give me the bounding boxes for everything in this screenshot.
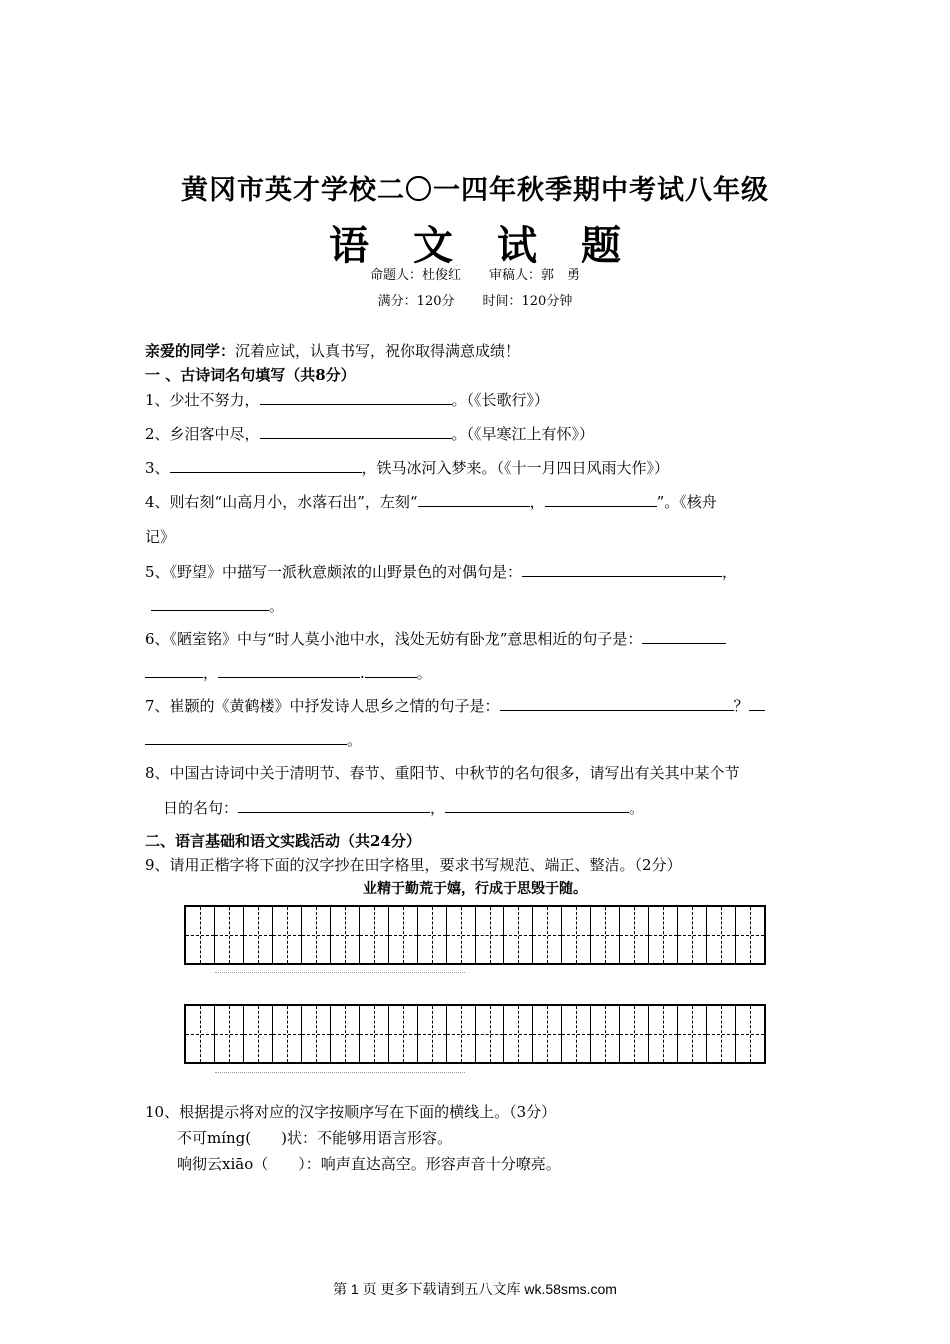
authors-line [0, 264, 950, 283]
question-9: 9、请用正楷字将下面的汉字抄在田字格里，要求书写规范、端正、整洁。（2分） [145, 856, 682, 874]
exam-school-title: 黄冈市英才学校二〇一四年秋季期中考试八年级 [181, 175, 769, 206]
exam-time: 时间：120分钟 [482, 294, 573, 309]
answer-blank[interactable] [445, 796, 629, 813]
reviewer: 审稿人：郭 勇 [489, 268, 581, 283]
question-5-cont: 。 [151, 594, 284, 616]
tianzige-grid-1[interactable] [184, 905, 766, 965]
scan-residue [215, 1072, 465, 1077]
answer-blank[interactable] [522, 560, 722, 577]
full-score: 满分：120分 [377, 294, 455, 309]
subject-char: 题 [581, 222, 621, 269]
answer-blank[interactable] [365, 661, 417, 678]
answer-blank[interactable] [260, 388, 452, 405]
answer-blank[interactable] [500, 694, 734, 711]
answer-blank[interactable] [238, 796, 430, 813]
answer-blank[interactable] [418, 490, 530, 507]
question-4: 4、则右刻“山高月小，水落石出”，左刻“ ， ”。《核舟 [145, 490, 717, 512]
question-6: 6、《陋室铭》中与“时人莫小池中水，浅处无妨有卧龙”意思相近的句子是： [145, 627, 726, 649]
question-7-cont: 。 [145, 728, 362, 750]
question-7: 7、崔颢的《黄鹤楼》中抒发诗人思乡之情的句子是： ？ [145, 694, 765, 716]
answer-blank[interactable] [145, 661, 203, 678]
section1-title: 一 、古诗词名句填写（共8分） [145, 366, 356, 384]
score-time-line [0, 290, 950, 309]
page-footer: 第 1 页 更多下载请到五八文库 wk.58sms.com [333, 1281, 617, 1297]
answer-blank[interactable] [145, 728, 347, 745]
copy-sentence: 业精于勤荒于嬉，行成于思毁于随。 [363, 881, 587, 897]
question-8: 8、中国古诗词中关于清明节、春节、重阳节、中秋节的名句很多，请写出有关其中某个节 [145, 764, 740, 782]
question-8-cont: 日的名句： ， 。 [163, 796, 644, 818]
question-10-item-1: 不可míng( )状：不能够用语言形容。 [177, 1129, 452, 1147]
exam-subject-title [0, 214, 950, 271]
scan-residue [215, 972, 465, 977]
question-4-cont: 记》 [145, 528, 176, 546]
answer-blank[interactable] [260, 422, 452, 439]
question-1: 1、少壮不努力， 。（《长歌行》） [145, 388, 549, 410]
answer-blank[interactable] [642, 627, 726, 644]
question-6-cont: ， . 。 [145, 661, 432, 683]
answer-blank[interactable] [749, 694, 765, 711]
subject-char: 文 [413, 222, 453, 269]
section2-title: 二、语言基础和语文实践活动（共24分） [145, 832, 421, 850]
question-10-item-2: 响彻云xiāo（ ）：响声直达高空。形容声音十分嘹亮。 [177, 1155, 561, 1173]
subject-char: 语 [329, 222, 369, 269]
answer-blank[interactable] [170, 456, 362, 473]
answer-blank[interactable] [151, 594, 269, 611]
question-2: 2、乡泪客中尽， 。（《早寒江上有怀》） [145, 422, 594, 444]
subject-char: 试 [497, 222, 537, 269]
author: 命题人：杜俊红 [369, 268, 461, 283]
question-5: 5、《野望》中描写一派秋意颇浓的山野景色的对偶句是： ， [145, 560, 737, 582]
answer-blank[interactable] [218, 661, 360, 678]
answer-blank[interactable] [545, 490, 657, 507]
greeting: 亲爱的同学：沉着应试，认真书写，祝你取得满意成绩！ [145, 342, 521, 360]
question-3: 3、 ，铁马冰河入梦来。（《十一月四日风雨大作》） [145, 456, 669, 478]
question-10: 10、根据提示将对应的汉字按顺序写在下面的横线上。（3分） [145, 1103, 557, 1121]
tianzige-grid-2[interactable] [184, 1004, 766, 1064]
